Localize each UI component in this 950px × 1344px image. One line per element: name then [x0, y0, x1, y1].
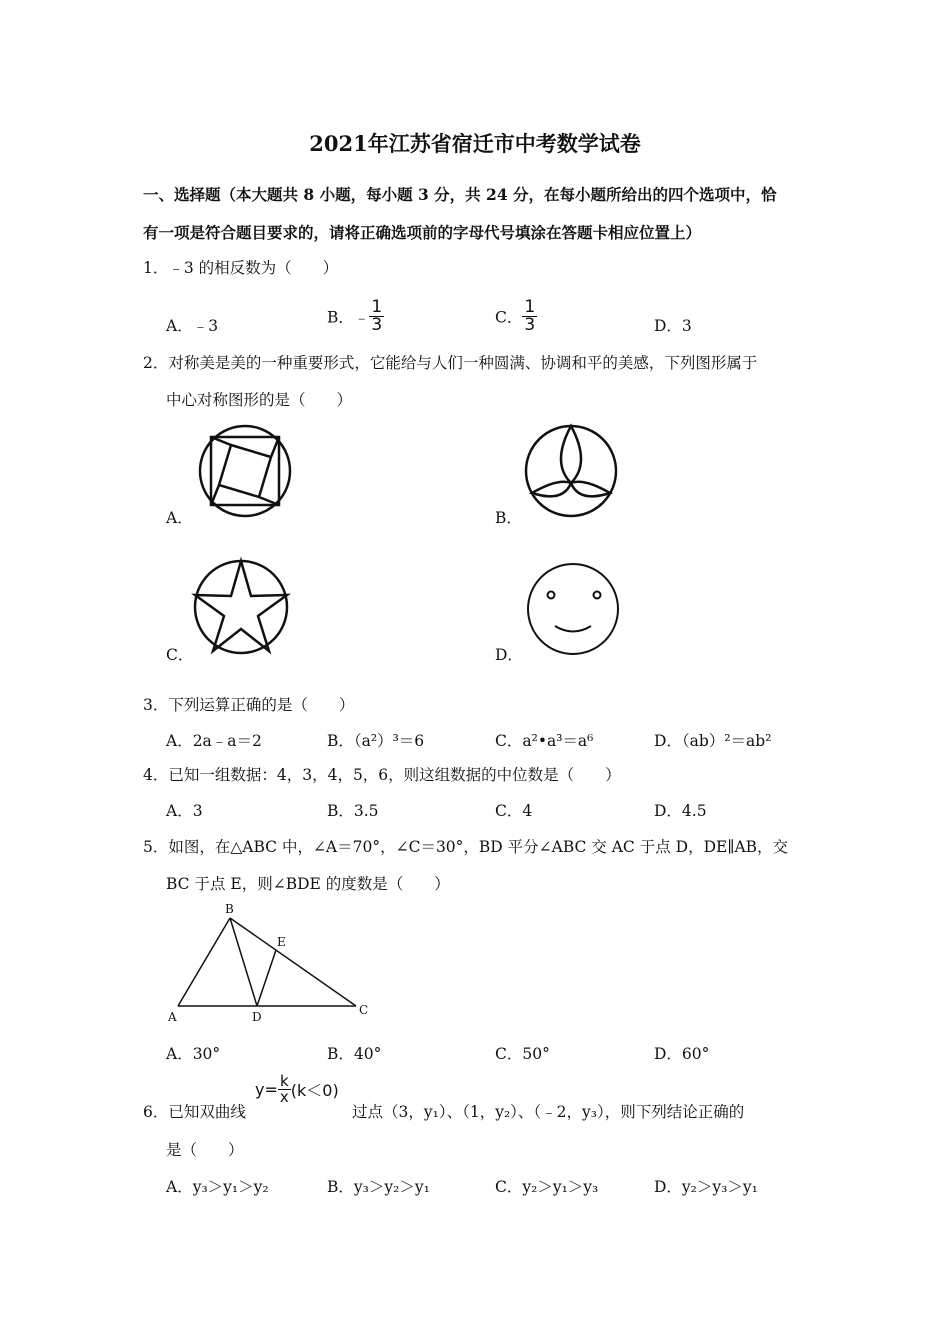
fraction-numerator: 1: [524, 297, 536, 317]
q3-option-a: A．2a﹣a＝2: [166, 732, 262, 750]
q1-stem: 1．﹣3 的相反数为（ ）: [143, 259, 339, 277]
figure-circle-star: [193, 559, 289, 655]
q2-stem-line1: 2．对称美是美的一种重要形式，它能给与人们一种圆满、协调和平的美感，下列图形属于: [143, 354, 758, 372]
q4-option-d: D．4.5: [654, 802, 707, 820]
q6-stem-line2: 是（ ）: [166, 1141, 244, 1159]
q2-stem-line2: 中心对称图形的是（ ）: [166, 391, 353, 409]
q6-formula: [255, 1074, 339, 1105]
figure-smiley-face: [527, 563, 619, 655]
q4-option-a: A．3: [166, 802, 203, 820]
q3-option-c: C．a²•a³＝a⁶: [495, 732, 594, 750]
q5-option-b: B．40°: [327, 1045, 382, 1063]
label-c: C: [359, 1003, 369, 1017]
formula-fraction: [278, 1074, 291, 1105]
q6-stem-suffix: 过点（3，y₁）、（1，y₂）、（﹣2，y₃），则下列结论正确的: [352, 1103, 745, 1121]
figure-circle-square-pinwheel: [197, 423, 293, 519]
q6-option-b: B．y₃＞y₂＞y₁: [327, 1178, 430, 1196]
q6-option-c: C．y₂＞y₁＞y₃: [495, 1178, 599, 1196]
q4-option-b: B．3.5: [327, 802, 379, 820]
fraction-denominator: 3: [524, 315, 536, 335]
q1-option-c: [495, 299, 537, 334]
fraction-numerator: k: [278, 1074, 291, 1090]
formula-y: y=: [255, 1080, 278, 1099]
q1-option-d: D．3: [654, 317, 692, 335]
q2-option-c: C．: [166, 646, 194, 664]
q2-option-a: A．: [166, 509, 193, 527]
fraction-denominator: x: [279, 1088, 289, 1106]
label-d: D: [252, 1010, 262, 1024]
q6-option-a: A．y₃＞y₁＞y₂: [166, 1178, 269, 1196]
q1-option-c-fraction: [522, 299, 537, 334]
q5-option-d: D．60°: [654, 1045, 710, 1063]
q5-option-c: C．50°: [495, 1045, 550, 1063]
q3-option-d: D．（ab）²＝ab²: [654, 732, 772, 750]
fraction-denominator: 3: [371, 315, 383, 335]
q5-option-a: A．30°: [166, 1045, 221, 1063]
q2-option-b: B．: [495, 509, 522, 527]
q4-stem: 4．已知一组数据：4，3，4，5，6，则这组数据的中位数是（ ）: [143, 766, 621, 784]
q6-option-d: D．y₂＞y₃＞y₁: [654, 1178, 758, 1196]
figure-triangle-abc: [163, 898, 383, 1023]
q2-option-d: D．: [495, 646, 523, 664]
q1-option-b-fraction: [369, 299, 384, 334]
section-header-line2: 有一项是符合题目要求的，请将正确选项前的字母代号填涂在答题卡相应位置上）: [143, 223, 702, 242]
q1-option-b: [327, 299, 384, 334]
q3-stem: 3．下列运算正确的是（ ）: [143, 696, 355, 714]
page-title: 2021年江苏省宿迁市中考数学试卷: [309, 131, 641, 156]
q5-stem-line2: BC 于点 E，则∠BDE 的度数是（ ）: [166, 875, 450, 893]
q1-option-b-prefix: B．﹣: [327, 308, 370, 327]
formula-condition: (k＜0): [290, 1081, 339, 1100]
label-a: A: [168, 1010, 177, 1024]
q6-stem-prefix: 6．已知双曲线: [143, 1103, 246, 1121]
label-e: E: [277, 935, 286, 949]
q1-option-c-prefix: C．: [495, 308, 523, 327]
q5-stem-line1: 5．如图，在△ABC 中，∠A＝70°，∠C＝30°，BD 平分∠ABC 交 AC 于点 D，DE∥AB，交: [143, 838, 789, 856]
label-b: B: [225, 902, 234, 916]
q3-option-b: B．（a²）³＝6: [327, 732, 425, 750]
figure-circle-three-petals: [523, 423, 619, 519]
fraction-numerator: 1: [371, 297, 383, 317]
section-header-line1: 一、选择题（本大题共 8 小题，每小题 3 分，共 24 分，在每小题所给出的四个选项中，恰: [143, 185, 777, 204]
q1-option-a: A．﹣3: [166, 317, 219, 335]
q4-option-c: C．4: [495, 802, 533, 820]
